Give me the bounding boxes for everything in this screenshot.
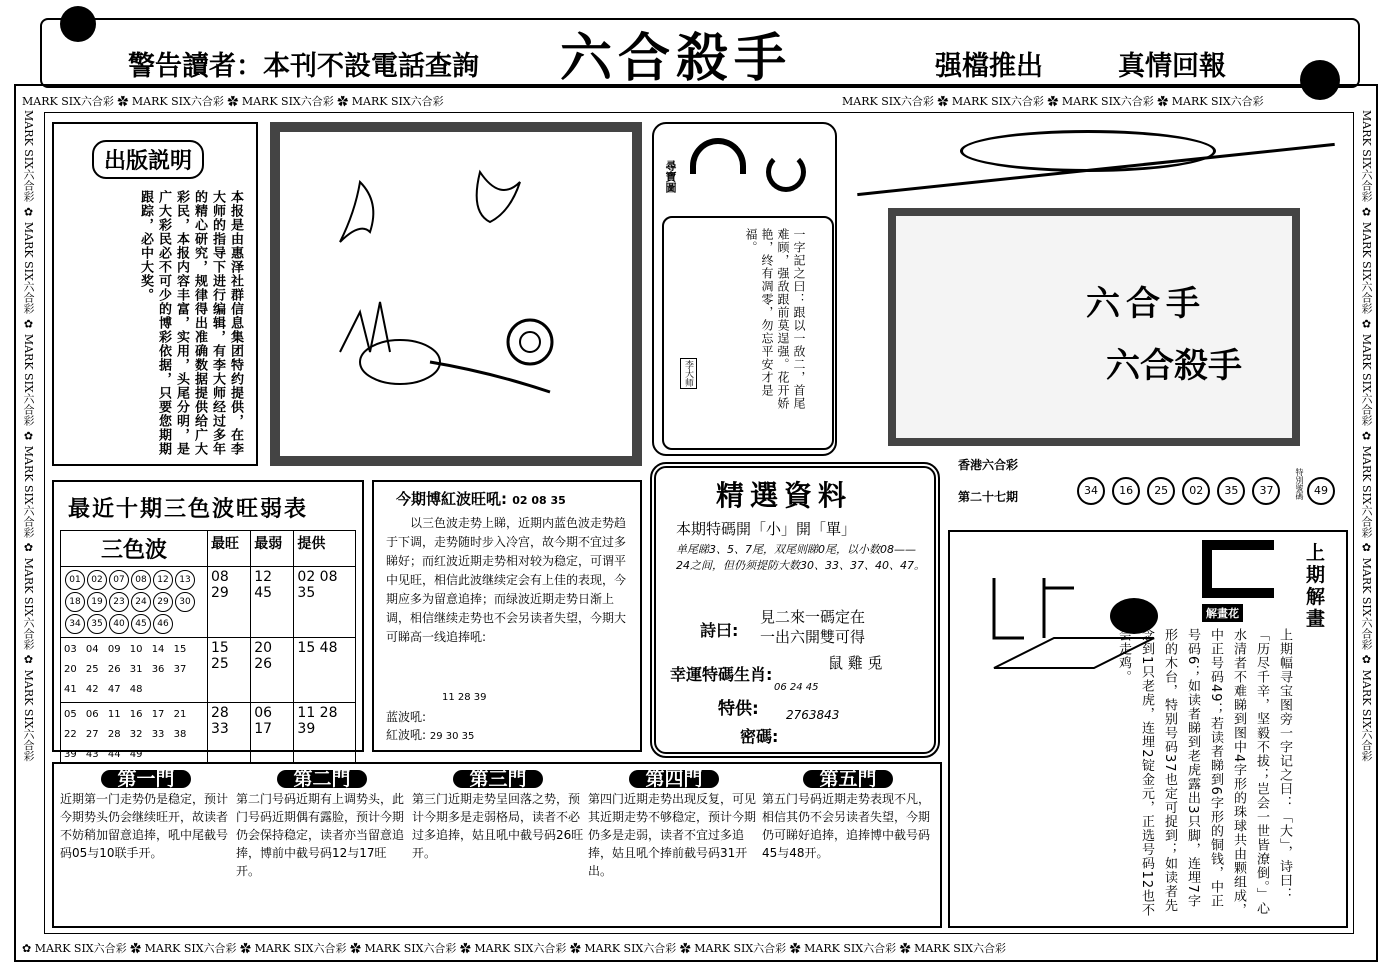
halo-ring [960,130,1216,172]
corner-ball-left [60,6,96,42]
border-strip-right: MARK SIX六合彩 ✿ MARK SIX六合彩 ✿ MARK SIX六合彩 ✿ MARK SIX六合彩 ✿ MARK SIX六合彩 ✿ MARK SIX六合彩 [1360,110,1373,762]
wave-number: 24 [131,592,151,612]
door-2-title: 第二門 [277,770,367,788]
wave-number: 45 [131,614,151,634]
wave-number: 23 [109,592,129,612]
wave-red-provide: 02 08 35 [294,567,356,638]
slogan-right: 真情回報 [1118,51,1226,82]
wave-blue-weak: 20 26 [251,638,294,703]
result-period: 第二十七期 [958,490,1019,504]
horseshoe-icon [766,152,806,192]
wave-header-provide: 提供 [294,531,356,567]
red-wave-box [372,480,642,752]
poem-line-2: 一出六開雙可得 [760,628,866,646]
door-5-text: 第五门号码近期走势表现不凡，相信其仍不会另读者失望，今期仍可睇好追捧，追捧博中截号码45与48开。 [762,792,931,860]
slogan-left: 强檔推出 [935,51,1043,82]
wave-number: 30 [175,592,195,612]
wave-blue-numbers: 03 04 09 10 14 15 20 25 26 31 36 37 41 42 47 48 [61,638,208,703]
result-ball: 34 [1077,477,1105,505]
last-period-box [948,530,1348,928]
scroll-stamp: 李大师 [680,358,697,389]
special-label: 特供: [718,699,759,719]
blue-wave-row [386,708,426,725]
poem-label: 詩曰: [700,621,739,640]
zodiac-nums: 06 24 45 [774,682,819,693]
wave-red-weak: 12 45 [251,567,294,638]
treasure-badge: 尋寶圖 [664,160,677,193]
wave-blue-hot: 15 25 [208,638,251,703]
border-strip-left: MARK SIX六合彩 ✿ MARK SIX六合彩 ✿ MARK SIX六合彩 ✿ MARK SIX六合彩 ✿ MARK SIX六合彩 ✿ MARK SIX六合彩 [22,110,35,762]
poster-sign-bottom: 六合殺手 [1106,346,1242,386]
wave-green-hot: 28 33 [208,703,251,768]
door-1-text: 近期第一门走势仍是稳定，预计今期势头仍会继续旺开，故读者不妨稍加留意追捧，吼中尾截号码05与10联手开。 [60,792,229,860]
scroll-text: 一字記之曰：跟以一敌二，首尾难顾，强敌跟前莫逞强。花开娇艳，终有凋零，勿忘平安才是福。 [744,228,806,410]
result-ball: 02 [1182,477,1210,505]
featured-line1: 本期特碼開「小」開「單」 [676,520,857,538]
last-period-tag: 解畫花 [1202,604,1243,622]
wave-header-color: 三色波 [61,531,208,567]
table-row [61,567,356,638]
code-label: 密碼: [740,727,779,746]
publication-body: 本报是由惠泽社群信息集团特约提供，在李大师的指导下进行编辑，有李大师经过多年的精心研究，规律得出准确数据提供给广大彩民，本报内容丰富，实用，头尾分明，是广大彩民必不可少的博彩依据，只要您期期跟踪，必中大奖。 [138,190,243,456]
wave-number: 40 [109,614,129,634]
poem-line-1: 見二來一碼定在 [760,608,866,626]
result-special-ball: 49 [1307,477,1335,505]
door-3-text: 第三门近期走势呈回落之势，预计今期多是走弱格局，读者不必过多追捧，姑且吼中截号码26旺开。 [412,792,584,860]
wave-green-weak: 06 17 [251,703,294,768]
last-period-heading: 上期解畫 [1306,542,1326,630]
green-wave-label: 紅波吼: [386,728,427,742]
result-ball: 25 [1147,477,1175,505]
wave-number: 35 [87,614,107,634]
result-ball: 16 [1112,477,1140,505]
wave-number: 18 [65,592,85,612]
wave-number: 46 [153,614,173,634]
result-balls [1076,476,1281,506]
wave-number: 19 [87,592,107,612]
wave-number: 07 [109,570,129,590]
door-4-text: 第四门近期走势出现反复，可见其近期走势不够稳定，预计今期仍多是走弱，读者不宜过多追捧，姑且吼个捧前截号码31开出。 [588,792,757,878]
wave-table-title: 最近十期三色波旺弱表 [68,497,309,522]
red-wave-body: 以三色波走势上睇，近期内蓝色波走势趋于下调，走势随时步入冷宫，故今期不宜过多睇好；而红波近期走势相对较为稳定，可谓平中见旺，相信此波继续定会有上佳的表现，今期应多为留意追捧；而绿波近期走势日渐上调，相信继续走势也不会另读者失望，今期大可睇高一线追捧吼: [386,516,627,644]
wave-red-hot: 08 29 [208,567,251,638]
red-wave-title-nums: 02 08 35 [512,494,566,507]
wave-number: 08 [131,570,151,590]
border-strip-top-left: MARK SIX六合彩 ✿ MARK SIX六合彩 ✿ MARK SIX六合彩 ✿ MARK SIX六合彩 [22,95,444,108]
door-4-title: 第四門 [629,770,719,788]
last-period-black-box [1202,540,1274,598]
zodiac-label: 幸運特碼生肖: [670,665,773,684]
wave-number: 29 [153,592,173,612]
wave-number: 12 [153,570,173,590]
last-period-text: 上期幅寻宝图旁一字记之曰：「大」，诗曰：「历尽千辛，坚毅不拔；岂会一世皆潦倒。」心水清者不难睇到图中4字形的珠球共由颗组成，中正号码49；若读者睇到6字形的铜钱，中正号码6；如读者睇到老虎露出3只脚，连埋7字形的木台，特别号码37也定可捉到；如读者先念到1只老虎，连埋2锭金元，正选号码12也不会走鸡。 [1116,628,1292,918]
result-special-label: 特別號碼 [1295,468,1304,500]
door-5-title: 第五門 [803,770,893,788]
featured-box [650,462,940,758]
door-1 [60,770,232,918]
wave-red-numbers [61,567,208,638]
door-2-text: 第二门号码近期有上调势头，此门号码近期偶有露脸，预计今期仍会保持稳定，读者亦当留意追捧，博前中截号码12与17旺开。 [236,792,405,878]
publication-heading: 出版説明 [92,140,204,179]
result-ball: 35 [1217,477,1245,505]
wave-table-box [52,480,364,760]
red-wave-title-row [396,488,566,509]
wave-number: 34 [65,614,85,634]
illustration-frame [270,122,642,466]
birds-plant-snake-illustration [280,132,620,444]
result-label: 香港六合彩 [958,458,1019,472]
red-wave-hong-nums: 11 28 39 [442,692,487,703]
wave-table [60,530,356,768]
door-1-title: 第一門 [101,770,191,788]
wave-number: 13 [175,570,195,590]
red-wave-title: 今期博紅波旺吼: [396,490,507,508]
result-ball: 37 [1252,477,1280,505]
featured-line2: 单尾睇3、5、7尾，双尾则睇0尾，以小数08——24之间，但仍须提防大数30、33、37、40、47。 [676,543,925,572]
table-row [61,703,356,768]
wave-blue-provide: 15 48 [294,638,356,703]
door-2 [236,770,408,918]
special-value: 2763843 [786,708,840,722]
green-wave-nums: 29 30 35 [429,731,475,742]
publication-box [52,122,258,466]
poster-sign-top: 六合手 [1086,284,1206,324]
door-4 [588,770,760,918]
table-row [61,638,356,703]
wave-header-weak: 最弱 [251,531,294,567]
border-strip-bottom: ✿ MARK SIX六合彩 ✿ MARK SIX六合彩 ✿ MARK SIX六合彩 ✿ MARK SIX六合彩 ✿ MARK SIX六合彩 ✿ MARK SIX六合彩 ✿ MARK SIX六合彩 ✿ MARK SIX六合彩 ✿ MARK SIX六合彩 [22,942,1007,955]
door-5 [762,770,934,918]
door-3 [412,770,584,918]
poster-frame [888,208,1300,446]
zodiac-value: 鼠 雞 兎 [828,654,883,672]
treasure-map-box [652,122,837,456]
blue-wave-label: 蓝波吼: [386,710,427,724]
featured-title: 精選資料 [716,479,853,512]
wave-green-provide: 11 28 39 [294,703,356,768]
green-wave-row [386,726,474,743]
wave-number: 01 [65,570,85,590]
rainbow-pot-icon [690,138,746,174]
wave-number: 02 [87,570,107,590]
border-strip-top-right: MARK SIX六合彩 ✿ MARK SIX六合彩 ✿ MARK SIX六合彩 ✿ MARK SIX六合彩 [842,95,1264,108]
wave-header-hot: 最旺 [208,531,251,567]
masthead-title: 六合殺手 [560,28,793,89]
door-3-title: 第三門 [453,770,543,788]
warning-text: 警告讀者：本刊不設電話查詢 [128,51,479,82]
wave-green-numbers: 05 06 11 16 17 21 22 27 28 32 33 38 39 43 44 49 [61,703,208,768]
